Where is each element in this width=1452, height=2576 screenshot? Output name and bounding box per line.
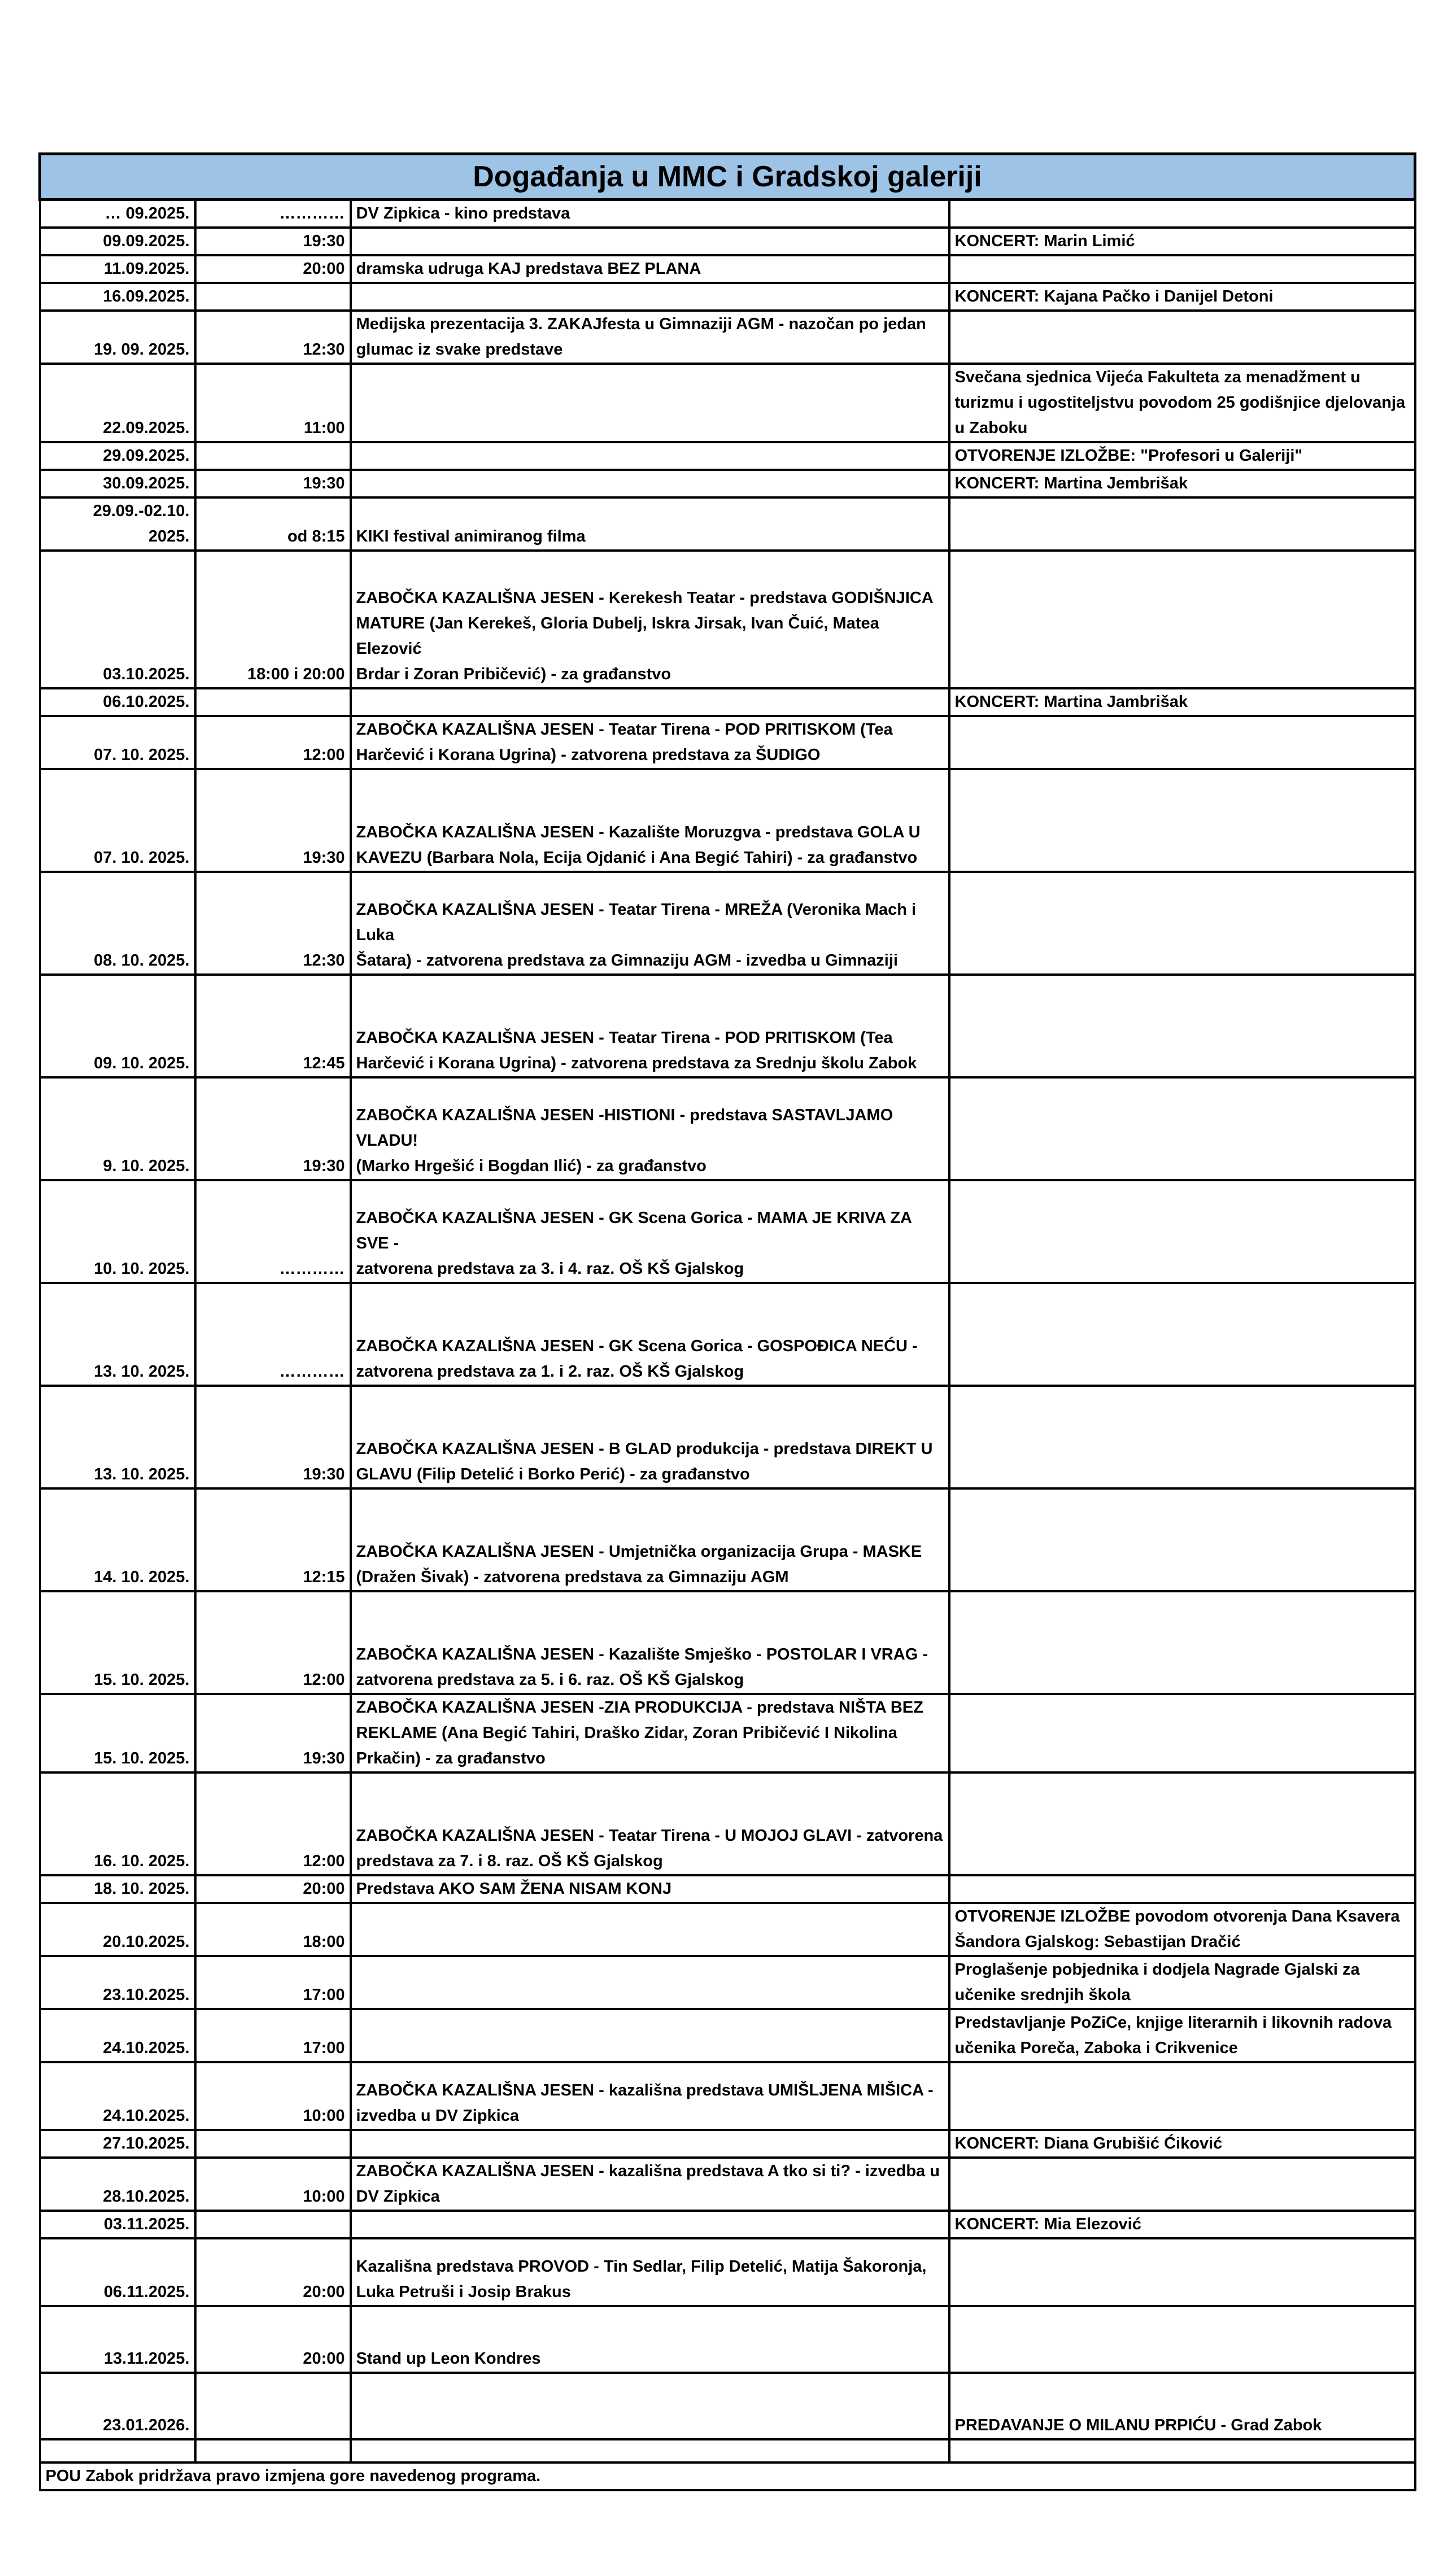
gallery-event-cell xyxy=(949,200,1415,228)
date-cell: 08. 10. 2025. xyxy=(40,872,195,975)
gallery-event-cell xyxy=(949,2238,1415,2306)
gallery-event-cell xyxy=(949,1386,1415,1488)
table-row xyxy=(40,1488,1415,1591)
table-row xyxy=(40,2306,1415,2373)
time-cell: 18:00 xyxy=(195,1903,351,1956)
date-cell: 24.10.2025. xyxy=(40,2009,195,2062)
date-cell: 14. 10. 2025. xyxy=(40,1488,195,1591)
date-cell: 03.10.2025. xyxy=(40,551,195,688)
table-row xyxy=(40,1591,1415,1694)
time-cell: 12:00 xyxy=(195,1772,351,1875)
table-row xyxy=(40,200,1415,228)
gallery-event-cell: Proglašenje pobjednika i dodjela Nagrade Gjalski za učenike srednjih škola xyxy=(949,1956,1415,2009)
gallery-event-cell: KONCERT: Diana Grubišić Ćiković xyxy=(949,2130,1415,2158)
gallery-event-cell xyxy=(949,1283,1415,1386)
event-cell xyxy=(351,1956,949,2009)
event-cell xyxy=(351,2130,949,2158)
event-cell: ZABOČKA KAZALIŠNA JESEN - Kazalište Smješko - POSTOLAR I VRAG - zatvorena predstava za 5. i 6. raz. OŠ KŠ Gjalskog xyxy=(351,1591,949,1694)
event-cell: ZABOČKA KAZALIŠNA JESEN -ZIA PRODUKCIJA - predstava NIŠTA BEZ REKLAME (Ana Begić Tahiri, Draško Zidar, Zoran Pribičević I Nikolina Prkačin) - za građanstvo xyxy=(351,1694,949,1772)
gallery-event-cell: KONCERT: Martina Jembrišak xyxy=(949,470,1415,497)
event-cell: ZABOČKA KAZALIŠNA JESEN - Kerekesh Teatar - predstava GODIŠNJICA MATURE (Jan Kerekeš, Gloria Dubelj, Iskra Jirsak, Ivan Čuić, Matea Elezović Brdar i Zoran Pribičević) - za građanstvo xyxy=(351,551,949,688)
gallery-event-cell xyxy=(949,2158,1415,2211)
event-cell: ZABOČKA KAZALIŠNA JESEN - kazališna predstava UMIŠLJENA MIŠICA - izvedba u DV Zipkica xyxy=(351,2062,949,2130)
gallery-event-cell xyxy=(949,1180,1415,1283)
date-cell: 09.09.2025. xyxy=(40,228,195,255)
time-cell: 12:00 xyxy=(195,716,351,769)
gallery-event-cell xyxy=(949,1772,1415,1875)
table-row xyxy=(40,2211,1415,2238)
date-cell: 19. 09. 2025. xyxy=(40,311,195,364)
date-cell: 16.09.2025. xyxy=(40,283,195,311)
gallery-event-cell: OTVORENJE IZLOŽBE: "Profesori u Galeriji" xyxy=(949,442,1415,470)
table-row xyxy=(40,716,1415,769)
time-cell: ………… xyxy=(195,1283,351,1386)
gallery-event-cell: Predstavljanje PoZiCe, knjige literarnih i likovnih radova učenika Poreča, Zaboka i Crikvenice xyxy=(949,2009,1415,2062)
footer-row xyxy=(40,2463,1415,2490)
time-cell xyxy=(195,283,351,311)
table-row xyxy=(40,364,1415,442)
date-cell: 13. 10. 2025. xyxy=(40,1283,195,1386)
gallery-event-cell: KONCERT: Marin Limić xyxy=(949,228,1415,255)
date-cell: 22.09.2025. xyxy=(40,364,195,442)
date-cell: 30.09.2025. xyxy=(40,470,195,497)
table-row xyxy=(40,688,1415,716)
event-cell: ZABOČKA KAZALIŠNA JESEN - Teatar Tirena - MREŽA (Veronika Mach i Luka Šatara) - zatvorena predstava za Gimnaziju AGM - izvedba u Gimnaziji xyxy=(351,872,949,975)
event-cell xyxy=(351,1903,949,1956)
date-cell: 18. 10. 2025. xyxy=(40,1875,195,1903)
gallery-event-cell xyxy=(949,769,1415,872)
time-cell: 19:30 xyxy=(195,228,351,255)
empty-cell xyxy=(40,2439,195,2463)
gallery-event-cell xyxy=(949,2306,1415,2373)
time-cell: 20:00 xyxy=(195,1875,351,1903)
event-cell: ZABOČKA KAZALIŠNA JESEN -HISTIONI - predstava SASTAVLJAMO VLADU! (Marko Hrgešić i Bogdan Ilić) - za građanstvo xyxy=(351,1077,949,1180)
gallery-event-cell: KONCERT: Mia Elezović xyxy=(949,2211,1415,2238)
gallery-event-cell xyxy=(949,975,1415,1077)
date-cell: 23.10.2025. xyxy=(40,1956,195,2009)
date-cell: 06.10.2025. xyxy=(40,688,195,716)
table-row xyxy=(40,2009,1415,2062)
date-cell: 15. 10. 2025. xyxy=(40,1591,195,1694)
event-cell xyxy=(351,470,949,497)
event-cell: KIKI festival animiranog filma xyxy=(351,497,949,551)
table-row xyxy=(40,497,1415,551)
time-cell: 17:00 xyxy=(195,1956,351,2009)
time-cell: 20:00 xyxy=(195,2238,351,2306)
event-cell xyxy=(351,2211,949,2238)
gallery-event-cell xyxy=(949,1694,1415,1772)
table-row xyxy=(40,255,1415,283)
table-row xyxy=(40,228,1415,255)
date-cell: 9. 10. 2025. xyxy=(40,1077,195,1180)
event-cell xyxy=(351,2373,949,2439)
table-row xyxy=(40,1956,1415,2009)
gallery-event-cell xyxy=(949,2062,1415,2130)
date-cell: 24.10.2025. xyxy=(40,2062,195,2130)
gallery-event-cell: PREDAVANJE O MILANU PRPIĆU - Grad Zabok xyxy=(949,2373,1415,2439)
table-row xyxy=(40,1283,1415,1386)
event-cell: ZABOČKA KAZALIŠNA JESEN - Teatar Tirena - POD PRITISKOM (Tea Harčević i Korana Ugrina) - zatvorena predstava za Srednju školu Zabok xyxy=(351,975,949,1077)
date-cell: 16. 10. 2025. xyxy=(40,1772,195,1875)
table-row xyxy=(40,975,1415,1077)
event-cell: ZABOČKA KAZALIŠNA JESEN - Teatar Tirena - POD PRITISKOM (Tea Harčević i Korana Ugrina) - zatvorena predstava za ŠUDIGO xyxy=(351,716,949,769)
time-cell: 10:00 xyxy=(195,2062,351,2130)
gallery-event-cell xyxy=(949,311,1415,364)
time-cell: 19:30 xyxy=(195,1386,351,1488)
table-row xyxy=(40,2373,1415,2439)
table-row xyxy=(40,442,1415,470)
time-cell xyxy=(195,2211,351,2238)
event-cell: ZABOČKA KAZALIŠNA JESEN - Umjetnička organizacija Grupa - MASKE (Dražen Šivak) - zatvorena predstava za Gimnaziju AGM xyxy=(351,1488,949,1591)
table-row xyxy=(40,2238,1415,2306)
event-cell xyxy=(351,688,949,716)
event-cell: Kazališna predstava PROVOD - Tin Sedlar, Filip Detelić, Matija Šakoronja, Luka Petruši i Josip Brakus xyxy=(351,2238,949,2306)
event-cell xyxy=(351,228,949,255)
event-cell: DV Zipkica - kino predstava xyxy=(351,200,949,228)
gallery-event-cell: Svečana sjednica Vijeća Fakulteta za menadžment u turizmu i ugostiteljstvu povodom 25 godišnjice djelovanja u Zaboku xyxy=(949,364,1415,442)
table-row xyxy=(40,2158,1415,2211)
table-row xyxy=(40,872,1415,975)
event-cell xyxy=(351,442,949,470)
event-cell xyxy=(351,2009,949,2062)
time-cell: 19:30 xyxy=(195,1077,351,1180)
time-cell xyxy=(195,2130,351,2158)
gallery-event-cell: KONCERT: Kajana Pačko i Danijel Detoni xyxy=(949,283,1415,311)
date-cell: … 09.2025. xyxy=(40,200,195,228)
empty-cell xyxy=(351,2439,949,2463)
date-cell: 29.09.2025. xyxy=(40,442,195,470)
date-cell: 07. 10. 2025. xyxy=(40,716,195,769)
time-cell: 12:15 xyxy=(195,1488,351,1591)
time-cell: 20:00 xyxy=(195,2306,351,2373)
date-cell: 06.11.2025. xyxy=(40,2238,195,2306)
empty-cell xyxy=(195,2439,351,2463)
time-cell: 12:30 xyxy=(195,311,351,364)
table-row xyxy=(40,2062,1415,2130)
event-cell: ZABOČKA KAZALIŠNA JESEN - B GLAD produkcija - predstava DIREKT U GLAVU (Filip Detelić i Borko Perić) - za građanstvo xyxy=(351,1386,949,1488)
event-cell: ZABOČKA KAZALIŠNA JESEN - Teatar Tirena - U MOJOJ GLAVI - zatvorena predstava za 7. i 8. raz. OŠ KŠ Gjalskog xyxy=(351,1772,949,1875)
table-row xyxy=(40,470,1415,497)
time-cell xyxy=(195,2373,351,2439)
time-cell: 19:30 xyxy=(195,769,351,872)
event-schedule-sheet xyxy=(38,152,1414,2491)
event-cell xyxy=(351,283,949,311)
gallery-event-cell xyxy=(949,1591,1415,1694)
footer-note: POU Zabok pridržava pravo izmjena gore navedenog programa. xyxy=(40,2463,1415,2490)
event-cell xyxy=(351,364,949,442)
event-cell: Medijska prezentacija 3. ZAKAJfesta u Gimnaziji AGM - nazočan po jedan glumac iz svake predstave xyxy=(351,311,949,364)
gallery-event-cell xyxy=(949,716,1415,769)
gallery-event-cell xyxy=(949,551,1415,688)
date-cell: 20.10.2025. xyxy=(40,1903,195,1956)
time-cell: 12:30 xyxy=(195,872,351,975)
table-row xyxy=(40,2130,1415,2158)
time-cell: od 8:15 xyxy=(195,497,351,551)
event-cell: ZABOČKA KAZALIŠNA JESEN - GK Scena Gorica - MAMA JE KRIVA ZA SVE - zatvorena predstava za 3. i 4. raz. OŠ KŠ Gjalskog xyxy=(351,1180,949,1283)
gallery-event-cell xyxy=(949,1488,1415,1591)
table-row xyxy=(40,1694,1415,1772)
date-cell: 11.09.2025. xyxy=(40,255,195,283)
event-schedule-table xyxy=(38,152,1416,2491)
date-cell: 15. 10. 2025. xyxy=(40,1694,195,1772)
date-cell: 13. 10. 2025. xyxy=(40,1386,195,1488)
time-cell xyxy=(195,442,351,470)
time-cell: 19:30 xyxy=(195,1694,351,1772)
gallery-event-cell xyxy=(949,1077,1415,1180)
table-row xyxy=(40,551,1415,688)
page-title: Događanja u MMC i Gradskoj galeriji xyxy=(40,154,1415,200)
event-cell: dramska udruga KAJ predstava BEZ PLANA xyxy=(351,255,949,283)
gallery-event-cell: KONCERT: Martina Jambrišak xyxy=(949,688,1415,716)
title-row xyxy=(40,154,1415,200)
event-cell: Predstava AKO SAM ŽENA NISAM KONJ xyxy=(351,1875,949,1903)
date-cell: 07. 10. 2025. xyxy=(40,769,195,872)
gallery-event-cell xyxy=(949,255,1415,283)
date-cell: 03.11.2025. xyxy=(40,2211,195,2238)
time-cell: ………… xyxy=(195,1180,351,1283)
table-row xyxy=(40,1386,1415,1488)
time-cell: 17:00 xyxy=(195,2009,351,2062)
date-cell: 27.10.2025. xyxy=(40,2130,195,2158)
spacer-row xyxy=(40,2439,1415,2463)
time-cell xyxy=(195,688,351,716)
time-cell: ………… xyxy=(195,200,351,228)
gallery-event-cell xyxy=(949,872,1415,975)
table-row xyxy=(40,283,1415,311)
date-cell: 10. 10. 2025. xyxy=(40,1180,195,1283)
table-row xyxy=(40,1875,1415,1903)
table-row xyxy=(40,1903,1415,1956)
time-cell: 20:00 xyxy=(195,255,351,283)
gallery-event-cell xyxy=(949,1875,1415,1903)
gallery-event-cell xyxy=(949,497,1415,551)
event-cell: ZABOČKA KAZALIŠNA JESEN - kazališna predstava A tko si ti? - izvedba u DV Zipkica xyxy=(351,2158,949,2211)
time-cell: 11:00 xyxy=(195,364,351,442)
table-row xyxy=(40,1077,1415,1180)
time-cell: 10:00 xyxy=(195,2158,351,2211)
table-row xyxy=(40,769,1415,872)
time-cell: 12:00 xyxy=(195,1591,351,1694)
time-cell: 19:30 xyxy=(195,470,351,497)
date-cell: 13.11.2025. xyxy=(40,2306,195,2373)
table-row xyxy=(40,1772,1415,1875)
table-row xyxy=(40,311,1415,364)
date-cell: 09. 10. 2025. xyxy=(40,975,195,1077)
event-cell: ZABOČKA KAZALIŠNA JESEN - Kazalište Moruzgva - predstava GOLA U KAVEZU (Barbara Nola, Ecija Ojdanić i Ana Begić Tahiri) - za građanstvo xyxy=(351,769,949,872)
event-cell: ZABOČKA KAZALIŠNA JESEN - GK Scena Gorica - GOSPOĐICA NEĆU - zatvorena predstava za 1. i 2. raz. OŠ KŠ Gjalskog xyxy=(351,1283,949,1386)
table-row xyxy=(40,1180,1415,1283)
gallery-event-cell: OTVORENJE IZLOŽBE povodom otvorenja Dana Ksavera Šandora Gjalskog: Sebastijan Dračić xyxy=(949,1903,1415,1956)
event-cell: Stand up Leon Kondres xyxy=(351,2306,949,2373)
time-cell: 18:00 i 20:00 xyxy=(195,551,351,688)
date-cell: 29.09.-02.10. 2025. xyxy=(40,497,195,551)
empty-cell xyxy=(949,2439,1415,2463)
time-cell: 12:45 xyxy=(195,975,351,1077)
date-cell: 23.01.2026. xyxy=(40,2373,195,2439)
date-cell: 28.10.2025. xyxy=(40,2158,195,2211)
